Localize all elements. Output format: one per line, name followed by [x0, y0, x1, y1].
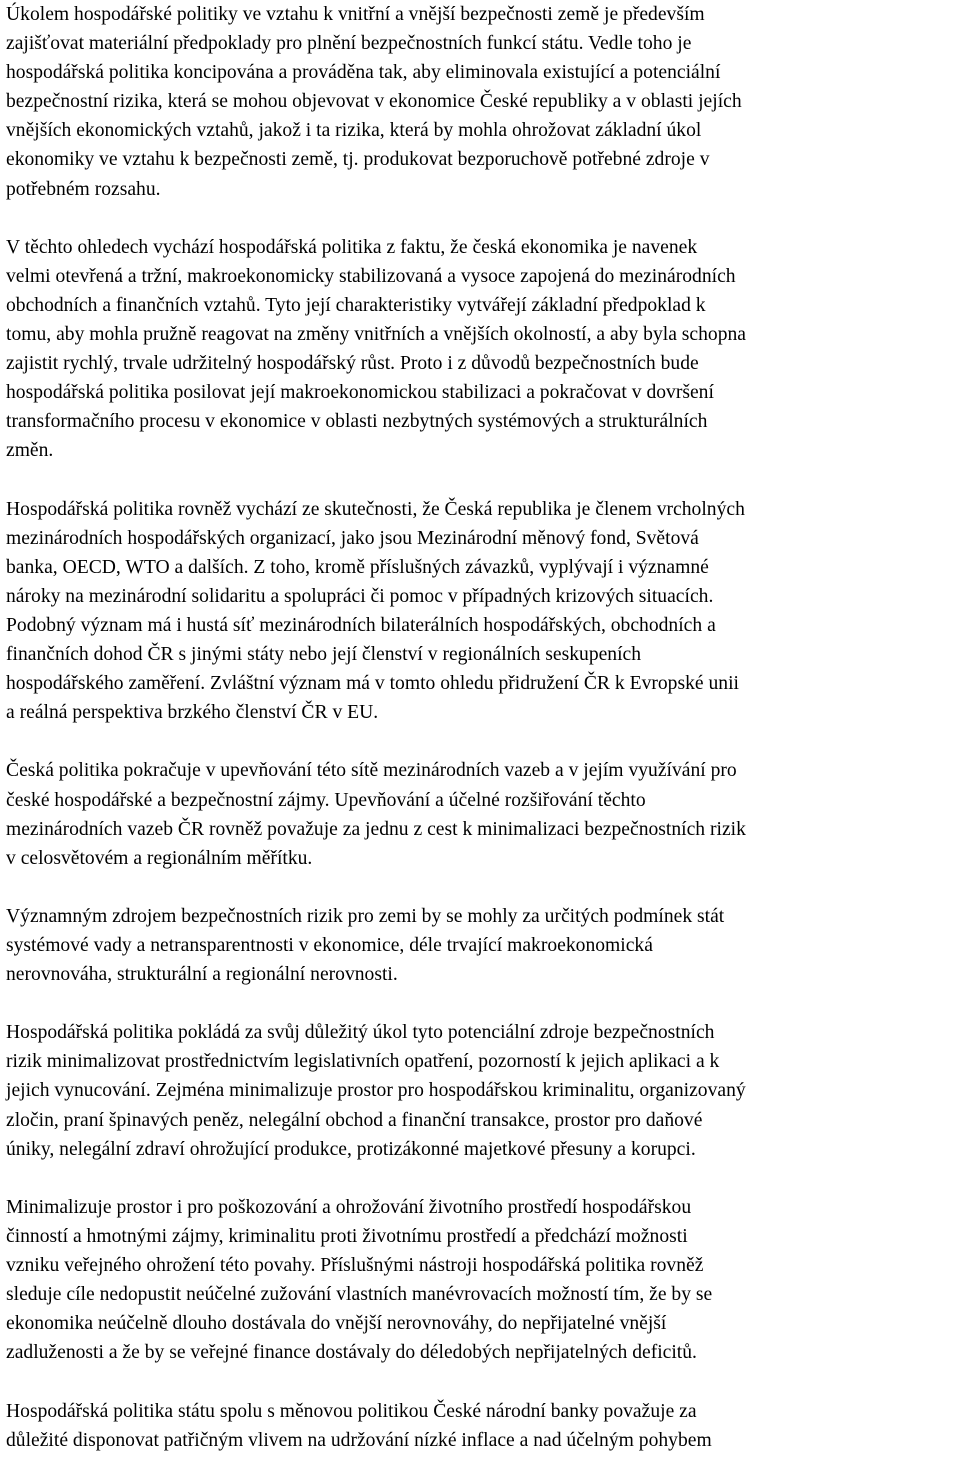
- text-line: hospodářského zaměření. Zvláštní význam má v tomto ohledu přidružení ČR k Evropské unii: [6, 673, 739, 695]
- text-line: velmi otevřená a tržní, makroekonomicky stabilizovaná a vysoce zapojená do mezinárodních: [6, 265, 736, 287]
- paragraph-7: [6, 1193, 960, 1368]
- text-line: zajistit rychlý, trvale udržitelný hospodářský růst. Proto i z důvodů bezpečnostních bude: [6, 353, 699, 375]
- text-line: Úkolem hospodářské politiky ve vztahu k vnitřní a vnější bezpečnosti země je především: [6, 4, 705, 25]
- text-line: Česká politika pokračuje v upevňování této sítě mezinárodních vazeb a v jejím využívání pro: [6, 760, 737, 782]
- text-line: nároky na mezinárodní solidaritu a spolupráci či pomoc v případných krizových situacích.: [6, 585, 714, 607]
- text-line: sleduje cíle nedopustit neúčelné zužování vlastních manévrovacích možností tím, že by se: [6, 1284, 713, 1306]
- paragraph-8: [6, 1397, 960, 1455]
- text-line: banka, OECD, WTO a dalších. Z toho, kromě příslušných závazků, vyplývají i významné: [6, 556, 709, 578]
- text-line: činností a hmotnými zájmy, kriminalitu proti životnímu prostředí a předchází možnosti: [6, 1225, 688, 1247]
- paragraph-3: [6, 495, 960, 728]
- text-line: zločin, praní špinavých peněz, nelegální obchod a finanční transakce, prostor pro daňové: [6, 1109, 703, 1131]
- text-line: Podobný význam má i hustá síť mezinárodních bilaterálních hospodářských, obchodních a: [6, 614, 716, 636]
- paragraph-2: [6, 233, 960, 466]
- paragraph-4: [6, 756, 960, 872]
- text-line: důležité disponovat patřičným vlivem na udržování nízké inflace a nad účelným pohybem: [6, 1429, 712, 1451]
- text-line: potřebném rozsahu.: [6, 178, 161, 200]
- text-line: transformačního procesu v ekonomice v oblasti nezbytných systémových a strukturálních: [6, 411, 708, 433]
- text-line: ekonomika neúčelně dlouho dostávala do vnější nerovnováhy, do nepřijatelné vnější: [6, 1313, 667, 1335]
- text-line: změn.: [6, 440, 54, 462]
- document-page: [6, 0, 960, 1484]
- text-line: zajišťovat materiální předpoklady pro plnění bezpečnostních funkcí státu. Vedle toho je: [6, 33, 692, 55]
- text-line: úniky, nelegální zdraví ohrožující produkce, protizákonné majetkové přesuny a korupci.: [6, 1138, 696, 1160]
- text-line: obchodních a finančních vztahů. Tyto její charakteristiky vytvářejí základní předpoklad k: [6, 294, 706, 316]
- paragraph-6: [6, 1018, 960, 1163]
- text-line: tomu, aby mohla pružně reagovat na změny vnitřních a vnějších okolností, a aby byla schopna: [6, 324, 746, 346]
- text-line: mezinárodních hospodářských organizací, jako jsou Mezinárodní měnový fond, Světová: [6, 527, 699, 549]
- paragraph-5: [6, 902, 960, 989]
- text-line: hospodářská politika koncipována a prováděna tak, aby eliminovala existující a potenciální: [6, 62, 721, 84]
- text-line: Významným zdrojem bezpečnostních rizik pro zemi by se mohly za určitých podmínek stát: [6, 905, 725, 927]
- text-line: V těchto ohledech vychází hospodářská politika z faktu, že česká ekonomika je navenek: [6, 236, 698, 258]
- text-line: finančních dohod ČR s jinými státy nebo její členství v regionálních seskupeních: [6, 644, 642, 666]
- paragraph-1: [6, 0, 960, 204]
- text-line: vnějších ekonomických vztahů, jakož i ta rizika, která by mohla ohrožovat základní úkol: [6, 120, 702, 142]
- text-line: v celosvětovém a regionálním měřítku.: [6, 847, 313, 869]
- text-line: jejich vynucování. Zejména minimalizuje prostor pro hospodářskou kriminalitu, organizovaný: [6, 1080, 746, 1102]
- text-line: mezinárodních vazeb ČR rovněž považuje za jednu z cest k minimalizaci bezpečnostních rizik: [6, 818, 746, 840]
- text-line: vzniku veřejného ohrožení této povahy. Příslušnými nástroji hospodářská politika rovněž: [6, 1255, 704, 1277]
- text-line: Hospodářská politika státu spolu s měnovou politikou České národní banky považuje za: [6, 1400, 697, 1422]
- text-line: systémové vady a netransparentnosti v ekonomice, déle trvající makroekonomická: [6, 935, 653, 956]
- text-line: hospodářská politika posilovat její makroekonomickou stabilizaci a pokračovat v dovršení: [6, 382, 714, 404]
- text-line: nerovnováha, strukturální a regionální nerovnosti.: [6, 964, 398, 986]
- text-line: ekonomiky ve vztahu k bezpečnosti země, tj. produkovat bezporuchově potřebné zdroje v: [6, 149, 710, 171]
- text-line: zadluženosti a že by se veřejné finance dostávaly do déledobých nepřijatelných deficitů.: [6, 1342, 697, 1364]
- text-line: Hospodářská politika pokládá za svůj důležitý úkol tyto potenciální zdroje bezpečnostních: [6, 1022, 715, 1044]
- text-line: Hospodářská politika rovněž vychází ze skutečnosti, že Česká republika je členem vrcholných: [6, 498, 745, 520]
- text-line: a reálná perspektiva brzkého členství ČR v EU.: [6, 702, 379, 724]
- text-line: bezpečnostní rizika, která se mohou objevovat v ekonomice České republiky a v oblasti jejích: [6, 91, 742, 113]
- text-line: Minimalizuje prostor i pro poškozování a ohrožování životního prostředí hospodářskou: [6, 1196, 692, 1218]
- text-line: české hospodářské a bezpečnostní zájmy. Upevňování a účelné rozšiřování těchto: [6, 789, 646, 811]
- text-line: rizik minimalizovat prostřednictvím legislativních opatření, pozorností k jejich aplikaci a k: [6, 1051, 720, 1073]
